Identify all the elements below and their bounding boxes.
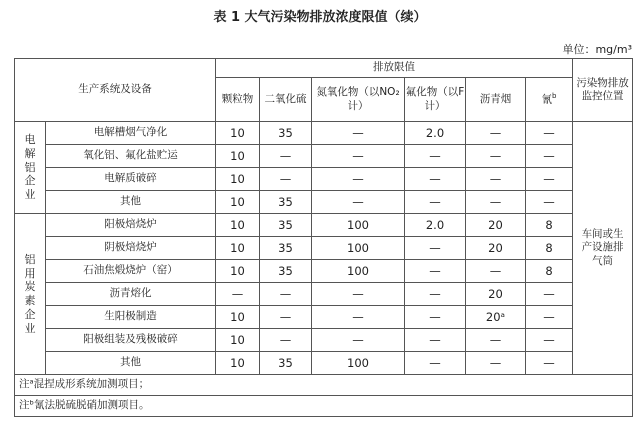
limit-value: — bbox=[466, 352, 526, 375]
limit-value: — bbox=[526, 168, 573, 191]
limit-value: 35 bbox=[260, 214, 312, 237]
process-name: 氧化铝、氟化盐贮运 bbox=[46, 145, 216, 168]
limit-value: 10 bbox=[216, 214, 260, 237]
limit-value: — bbox=[466, 145, 526, 168]
limit-value: 10 bbox=[216, 122, 260, 145]
process-name: 石油焦煅烧炉（窑） bbox=[46, 260, 216, 283]
col-fluoride: 氟化物（以F计） bbox=[405, 78, 466, 122]
limit-value: — bbox=[466, 260, 526, 283]
table-row bbox=[15, 260, 633, 283]
limit-value: — bbox=[312, 283, 405, 306]
limit-value: — bbox=[260, 283, 312, 306]
system-header: 生产系统及设备 bbox=[15, 59, 216, 122]
group-label-char: 企 bbox=[24, 307, 36, 321]
limit-value: 20 bbox=[466, 237, 526, 260]
limit-value: — bbox=[405, 260, 466, 283]
col-cyanide-note-mark: b bbox=[552, 92, 557, 101]
limit-value: 100 bbox=[312, 237, 405, 260]
limit-value: 8 bbox=[526, 237, 573, 260]
limit-value: — bbox=[405, 237, 466, 260]
col-so2: 二氧化硫 bbox=[260, 78, 312, 122]
limit-value: — bbox=[312, 122, 405, 145]
table-row bbox=[15, 122, 633, 145]
process-name: 阴极焙烧炉 bbox=[46, 237, 216, 260]
limit-value: 100 bbox=[312, 214, 405, 237]
group-label-char: 企 bbox=[24, 174, 36, 188]
emission-limits-table bbox=[14, 58, 633, 417]
note-row bbox=[15, 396, 633, 417]
limit-value: 10 bbox=[216, 306, 260, 329]
limit-value: — bbox=[526, 122, 573, 145]
unit-label: 单位：mg/m³ bbox=[562, 43, 632, 56]
header-row-1 bbox=[15, 59, 633, 78]
limit-value: — bbox=[405, 191, 466, 214]
limit-value: 35 bbox=[260, 260, 312, 283]
group-label-char: 铝 bbox=[24, 160, 36, 174]
process-name: 生阳极制造 bbox=[46, 306, 216, 329]
col-cyanide bbox=[526, 78, 573, 122]
group-label-char: 业 bbox=[24, 321, 36, 335]
limit-value: 10 bbox=[216, 191, 260, 214]
limit-value: — bbox=[526, 191, 573, 214]
limit-value: 10 bbox=[216, 145, 260, 168]
limit-value: — bbox=[405, 145, 466, 168]
limit-value: — bbox=[526, 352, 573, 375]
limit-value: 20 bbox=[466, 214, 526, 237]
limit-value: — bbox=[466, 329, 526, 352]
limit-value: — bbox=[466, 191, 526, 214]
group-label-char: 电 bbox=[24, 133, 36, 147]
table-row bbox=[15, 237, 633, 260]
limit-value: 10 bbox=[216, 168, 260, 191]
group-label-char: 素 bbox=[24, 294, 36, 307]
table-note: 注ᵃ混捏成形系统加测项目； bbox=[15, 375, 633, 396]
table-row bbox=[15, 168, 633, 191]
limit-value: 2.0 bbox=[405, 214, 466, 237]
process-name: 沥青熔化 bbox=[46, 283, 216, 306]
process-name: 其他 bbox=[46, 352, 216, 375]
limit-value: 8 bbox=[526, 214, 573, 237]
process-name: 阳极组装及残极破碎 bbox=[46, 329, 216, 352]
col-particulate: 颗粒物 bbox=[216, 78, 260, 122]
limit-value: — bbox=[405, 168, 466, 191]
limit-value: 35 bbox=[260, 122, 312, 145]
table-row bbox=[15, 283, 633, 306]
limit-value: — bbox=[466, 122, 526, 145]
limit-value: 10 bbox=[216, 329, 260, 352]
limit-value: — bbox=[216, 283, 260, 306]
process-name: 电解槽烟气净化 bbox=[46, 122, 216, 145]
limit-value: — bbox=[312, 145, 405, 168]
limit-value: — bbox=[260, 168, 312, 191]
limit-value: 2.0 bbox=[405, 122, 466, 145]
group-label-char: 业 bbox=[24, 188, 36, 202]
limits-header: 排放限值 bbox=[216, 59, 573, 78]
limit-value: — bbox=[312, 168, 405, 191]
limit-value: — bbox=[405, 306, 466, 329]
limit-value: — bbox=[526, 329, 573, 352]
process-name: 电解质破碎 bbox=[46, 168, 216, 191]
col-nox: 氮氧化物（以NO₂计） bbox=[312, 78, 405, 122]
limit-value: — bbox=[260, 306, 312, 329]
monitor-header: 污染物排放监控位置 bbox=[573, 59, 633, 122]
limit-value: 10 bbox=[216, 260, 260, 283]
group-label-char: 解 bbox=[24, 146, 36, 160]
table-row bbox=[15, 191, 633, 214]
limit-value: — bbox=[405, 329, 466, 352]
limit-value: — bbox=[312, 329, 405, 352]
process-name: 阳极焙烧炉 bbox=[46, 214, 216, 237]
table-title: 表 1 大气污染物排放浓度限值（续） bbox=[213, 10, 427, 25]
limit-value: — bbox=[405, 283, 466, 306]
monitor-location: 车间或生产设施排气筒 bbox=[573, 122, 633, 375]
limit-value: — bbox=[526, 306, 573, 329]
limit-value: 10 bbox=[216, 237, 260, 260]
table-row bbox=[15, 352, 633, 375]
col-cyanide-label: 氰 bbox=[541, 93, 553, 106]
table-note: 注ᵇ氰法脱硫脱硝加测项目。 bbox=[15, 396, 633, 417]
table-body bbox=[15, 59, 633, 417]
limit-value: — bbox=[466, 168, 526, 191]
limit-value: 35 bbox=[260, 237, 312, 260]
limit-value: 10 bbox=[216, 352, 260, 375]
limit-value: 8 bbox=[526, 260, 573, 283]
limit-value: — bbox=[526, 145, 573, 168]
limit-value: — bbox=[526, 283, 573, 306]
col-asphalt-smoke: 沥青烟 bbox=[466, 78, 526, 122]
limit-value: 35 bbox=[260, 191, 312, 214]
group-label bbox=[15, 214, 46, 375]
table-row bbox=[15, 306, 633, 329]
limit-value: — bbox=[405, 352, 466, 375]
limit-value: 20ᵃ bbox=[466, 306, 526, 329]
limit-value: 20 bbox=[466, 283, 526, 306]
limit-value: — bbox=[312, 306, 405, 329]
limit-value: 100 bbox=[312, 352, 405, 375]
group-label-char: 炭 bbox=[24, 280, 36, 294]
table-row bbox=[15, 145, 633, 168]
group-label-char: 用 bbox=[24, 266, 36, 280]
limit-value: — bbox=[312, 191, 405, 214]
limit-value: — bbox=[260, 145, 312, 168]
limit-value: 35 bbox=[260, 352, 312, 375]
process-name: 其他 bbox=[46, 191, 216, 214]
limit-value: — bbox=[260, 329, 312, 352]
table-row bbox=[15, 214, 633, 237]
note-row bbox=[15, 375, 633, 396]
group-label bbox=[15, 122, 46, 214]
group-label-char: 铝 bbox=[24, 252, 36, 266]
table-row bbox=[15, 329, 633, 352]
limit-value: 100 bbox=[312, 260, 405, 283]
